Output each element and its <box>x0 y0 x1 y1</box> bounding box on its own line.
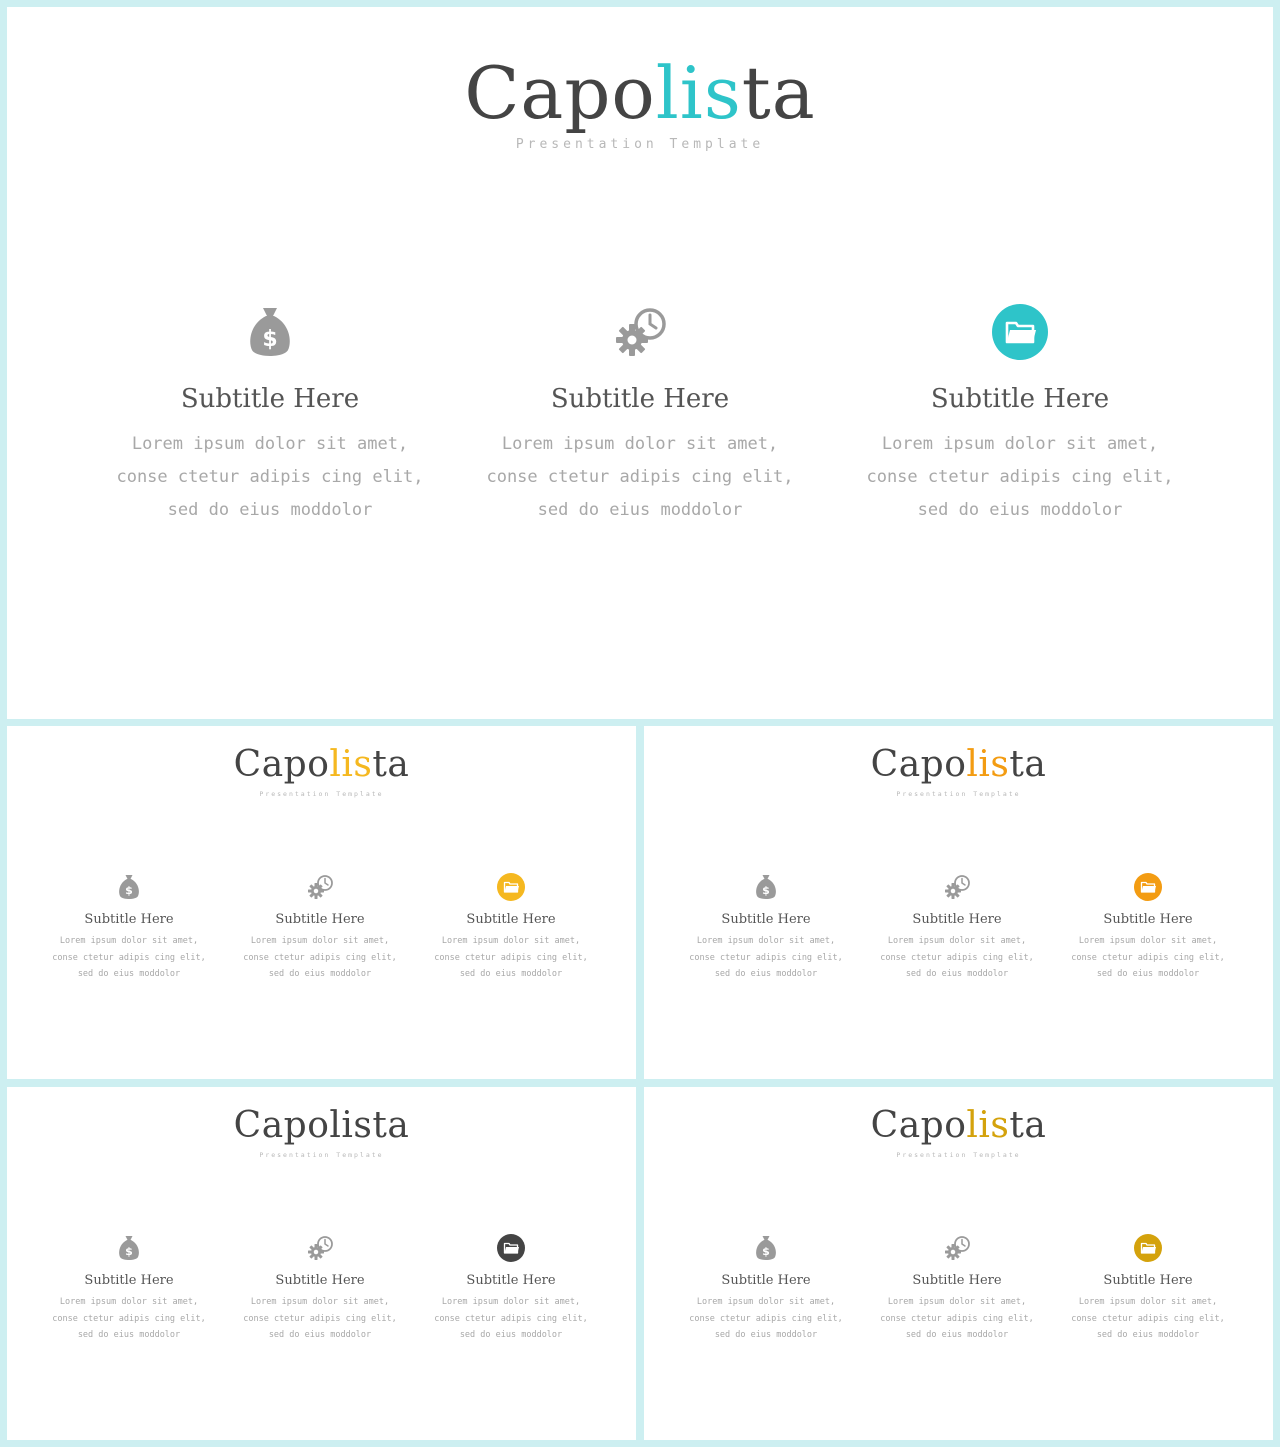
gears-clock-icon <box>942 1233 972 1263</box>
column-text: Lorem ipsum dolor sit amet, conse ctetur adipis cing elit, sed do eius moddolor <box>52 1297 206 1340</box>
money-bag-icon <box>114 872 144 902</box>
title-part: ta <box>1009 744 1047 785</box>
folder-icon <box>496 872 526 902</box>
svg-text:$: $ <box>762 884 770 897</box>
column-title: Subtitle Here <box>275 1273 365 1288</box>
title-part: Capo <box>233 744 330 785</box>
feature-column <box>1068 872 1228 983</box>
column-text: Lorem ipsum dolor sit amet, conse ctetur adipis cing elit, sed do eius moddolor <box>434 1297 588 1340</box>
column-title: Subtitle Here <box>1103 912 1193 927</box>
folder-icon <box>1133 872 1163 902</box>
column-title: Subtitle Here <box>466 1273 556 1288</box>
title-accent: lis <box>966 1105 1010 1146</box>
slide-title <box>7 51 1273 135</box>
column-title: Subtitle Here <box>1103 1273 1193 1288</box>
gears-clock-icon <box>610 302 670 362</box>
svg-text:$: $ <box>125 1245 133 1258</box>
title-accent: lis <box>329 744 373 785</box>
slide-tagline: Presentation Template <box>259 1151 384 1159</box>
title-accent: lis <box>966 744 1010 785</box>
gears-clock-icon <box>305 1233 335 1263</box>
column-text: Lorem ipsum dolor sit amet, conse ctetur adipis cing elit, sed do eius moddolor <box>434 936 588 979</box>
column-title: Subtitle Here <box>84 912 174 927</box>
money-bag-icon <box>751 1233 781 1263</box>
folder-icon <box>990 302 1050 362</box>
column-text: Lorem ipsum dolor sit amet, conse ctetur adipis cing elit, sed do eius moddolor <box>243 1297 397 1340</box>
column-title: Subtitle Here <box>550 384 730 414</box>
slide-tagline: Presentation Template <box>515 137 765 152</box>
slide-title <box>7 1105 636 1146</box>
column-title: Subtitle Here <box>180 384 360 414</box>
slide-tagline: Presentation Template <box>896 1151 1021 1159</box>
column-title: Subtitle Here <box>275 912 365 927</box>
title-part: ta <box>1009 1105 1047 1146</box>
title-part: ta <box>372 744 410 785</box>
title-part: ta <box>372 1105 410 1146</box>
column-title: Subtitle Here <box>84 1273 174 1288</box>
feature-column <box>49 872 209 983</box>
column-text: Lorem ipsum dolor sit amet, conse ctetur adipis cing elit, sed do eius moddolor <box>1071 936 1225 979</box>
slide-thumbnail[interactable] <box>644 726 1273 1079</box>
column-title: Subtitle Here <box>930 384 1110 414</box>
gears-clock-icon <box>942 872 972 902</box>
title-part: Capo <box>464 51 656 135</box>
svg-text:$: $ <box>762 1245 770 1258</box>
feature-column <box>431 1233 591 1344</box>
column-text: Lorem ipsum dolor sit amet, conse ctetur adipis cing elit, sed do eius moddolor <box>689 1297 843 1340</box>
money-bag-icon <box>751 872 781 902</box>
column-title: Subtitle Here <box>912 1273 1002 1288</box>
column-text: Lorem ipsum dolor sit amet, conse ctetur adipis cing elit, sed do eius moddolor <box>52 936 206 979</box>
title-accent: lis <box>329 1105 373 1146</box>
folder-icon <box>496 1233 526 1263</box>
column-text: Lorem ipsum dolor sit amet, conse ctetur adipis cing elit, sed do eius moddolor <box>486 434 794 520</box>
feature-column <box>686 872 846 983</box>
feature-column <box>877 872 1037 983</box>
feature-column <box>431 872 591 983</box>
slide-thumbnail[interactable] <box>644 1087 1273 1440</box>
feature-column <box>855 302 1185 527</box>
feature-column <box>240 1233 400 1344</box>
title-part: ta <box>741 51 816 135</box>
feature-column <box>686 1233 846 1344</box>
slide-tagline: Presentation Template <box>896 790 1021 798</box>
feature-column <box>240 872 400 983</box>
money-bag-icon <box>240 302 300 362</box>
money-bag-icon <box>114 1233 144 1263</box>
column-title: Subtitle Here <box>466 912 556 927</box>
column-title: Subtitle Here <box>912 912 1002 927</box>
column-text: Lorem ipsum dolor sit amet, conse ctetur adipis cing elit, sed do eius moddolor <box>116 434 424 520</box>
slide-title <box>644 1105 1273 1146</box>
column-text: Lorem ipsum dolor sit amet, conse ctetur adipis cing elit, sed do eius moddolor <box>880 1297 1034 1340</box>
svg-text:$: $ <box>262 327 278 352</box>
feature-column <box>105 302 435 527</box>
column-text: Lorem ipsum dolor sit amet, conse ctetur adipis cing elit, sed do eius moddolor <box>243 936 397 979</box>
column-text: Lorem ipsum dolor sit amet, conse ctetur adipis cing elit, sed do eius moddolor <box>880 936 1034 979</box>
svg-text:$: $ <box>125 884 133 897</box>
title-part: Capo <box>870 1105 967 1146</box>
slide-tagline: Presentation Template <box>259 790 384 798</box>
folder-icon <box>1133 1233 1163 1263</box>
title-part: Capo <box>870 744 967 785</box>
column-text: Lorem ipsum dolor sit amet, conse ctetur adipis cing elit, sed do eius moddolor <box>1071 1297 1225 1340</box>
slide-thumbnail[interactable] <box>7 726 636 1079</box>
column-title: Subtitle Here <box>721 912 811 927</box>
feature-column <box>877 1233 1037 1344</box>
slide-title <box>7 744 636 785</box>
column-text: Lorem ipsum dolor sit amet, conse ctetur adipis cing elit, sed do eius moddolor <box>866 434 1174 520</box>
column-text: Lorem ipsum dolor sit amet, conse ctetur adipis cing elit, sed do eius moddolor <box>689 936 843 979</box>
gears-clock-icon <box>305 872 335 902</box>
feature-column <box>49 1233 209 1344</box>
feature-column <box>475 302 805 527</box>
title-part: Capo <box>233 1105 330 1146</box>
slide-title <box>644 744 1273 785</box>
column-title: Subtitle Here <box>721 1273 811 1288</box>
title-accent: lis <box>655 51 742 135</box>
feature-column <box>1068 1233 1228 1344</box>
slide-thumbnail[interactable] <box>7 1087 636 1440</box>
slide-main[interactable] <box>7 7 1273 719</box>
